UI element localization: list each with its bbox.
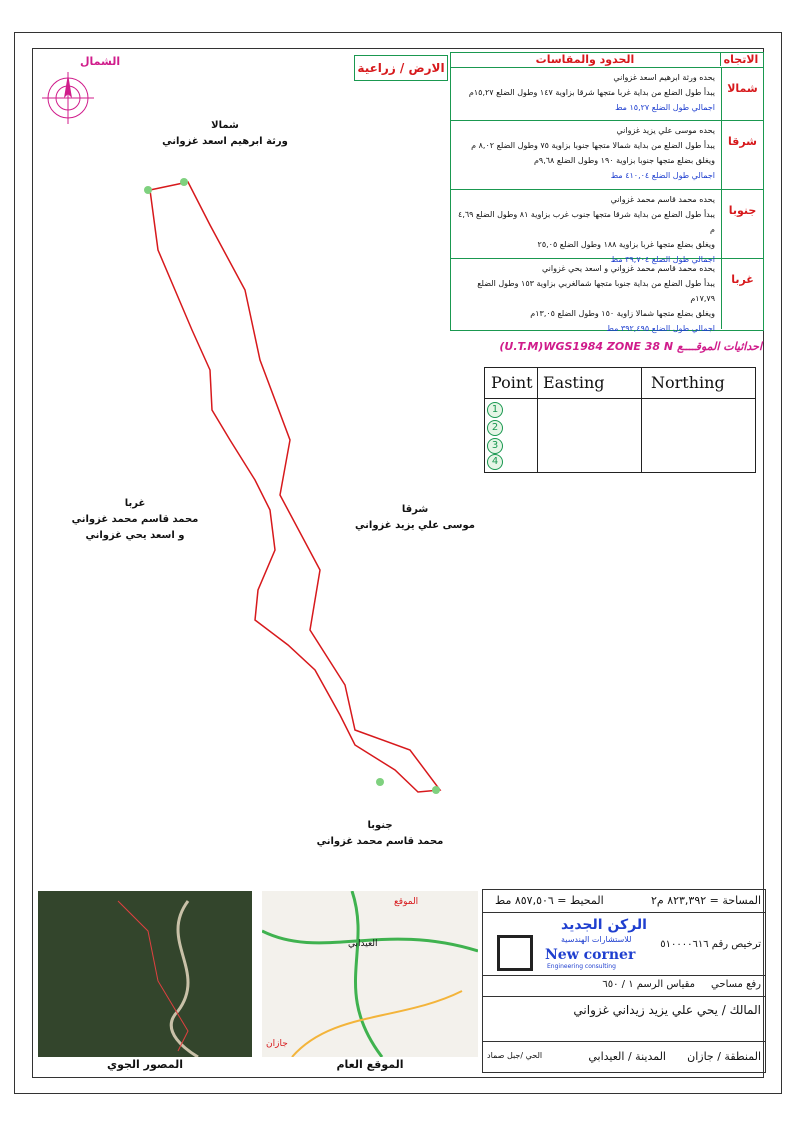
- north-neighbor: شمالا ورثة ابرهيم اسعد غزواني: [162, 120, 288, 147]
- boundary-row-west: غربا يحده محمد قاسم محمد غزواني و اسعد يحي غزواني يبدأ طول الضلع من بداية جنوبا متجها شمالغربي بزاوية ١٥٣ وطول الضلع ١٧,٧٩م ويغلق بضلع متجها شمالا زاوية ١٥٠ وطول الضلع ١٣,٠٥م اجمالي طول الضلع ٣٩٢,٤٩٥ مط: [451, 259, 763, 329]
- point-1: 1: [487, 402, 503, 418]
- district-label: الحي /جبل صماد: [487, 1051, 543, 1060]
- perimeter-value: المحيط = ٨٥٧,٥٠٦ مط: [495, 894, 604, 907]
- east-neighbor: شرقا موسى علي يزيد غزواني: [355, 504, 475, 531]
- coordinate-system: (U.T.M)WGS1984 ZONE 38 N: [499, 340, 674, 353]
- header-point: Point: [491, 373, 533, 392]
- boundaries-table: [450, 52, 764, 331]
- aerial-photo: [38, 891, 252, 1057]
- land-type: الارض / زراعية: [354, 55, 448, 81]
- location-town-label: العيدابي: [348, 939, 378, 949]
- location-caption: الموقع العام: [336, 1058, 404, 1071]
- company-name-ar: الركن الجديد: [561, 917, 647, 933]
- boundary-row-east: شرقا يحده موسى علي يزيد غزواني يبدأ طول الضلع من بداية شمالا متجها جنوبا بزاوية ٧٥ وطول الضلع ٨,٠٢ م ويغلق بضلع متجها جنوبا بزاوية ١٩٠ وطول الضلع ٩,٦٨م اجمالي طول الضلع ٤١٠,٠٤ مط: [451, 121, 763, 190]
- company-name-en-sub: Engineering consulting: [547, 963, 616, 970]
- location-marker-label: الموقع: [394, 897, 419, 907]
- location-map: [262, 891, 478, 1057]
- boundary-row-north: شمالا يحده ورثة ابرهيم اسعد غزواني يبدأ طول الضلع من بداية غربا متجها شرقا بزاوية ١٤٧ وطول الضلع ١٥,٢٧م اجمالي طول الضلع ١٥,٢٧ مط: [451, 68, 763, 121]
- compass-icon: [40, 70, 96, 126]
- direction-header: الاتجاه: [720, 53, 761, 66]
- company-name-en: New corner: [545, 947, 636, 963]
- point-2: 2: [487, 420, 503, 436]
- point-4: 4: [487, 454, 503, 470]
- location-map-graphic: [262, 891, 478, 1057]
- parcel-map: [140, 170, 470, 800]
- region-label: المنطقة / جازان: [687, 1050, 761, 1063]
- boundary-row-south: جنوبا يحده محمد قاسم محمد غزواني يبدأ طول الضلع من بداية شرقا متجها جنوب غرب بزاوية ٨١ وطول الضلع ٤,٦٩ م ويغلق بضلع متجها غربا بزاوية ١٨٨ وطول الضلع ٢٥,٠٥ اجمالي طول الضلع ٣٩,٧٠٤ مط: [451, 190, 763, 259]
- city-label: المدينة / العيدابي: [588, 1050, 666, 1063]
- coordinates-label: احداثيات الموقــــع: [676, 340, 762, 353]
- survey-label: رفع مساحي: [711, 979, 761, 990]
- owner-name: المالك / يحي علي يزيد زيداني غزواني: [573, 1003, 761, 1017]
- aerial-photo-graphic: [38, 891, 252, 1057]
- company-logo: [497, 935, 533, 971]
- license-number: ترخيص رقم ٥١٠٠٠٠٦١٦: [660, 939, 761, 950]
- boundaries-title: الحدود والمقاسات: [535, 53, 635, 66]
- header-northing: Northing: [651, 373, 725, 392]
- location-city-label: جازان: [266, 1039, 288, 1049]
- header-easting: Easting: [543, 373, 605, 392]
- area-value: المساحة = ٨٢٣,٣٩٢ م٢: [650, 894, 761, 907]
- scale-label: مقياس الرسم ١ / ٦٥٠: [602, 979, 695, 990]
- aerial-caption: المصور الجوي: [107, 1058, 183, 1071]
- south-neighbor: جنوبا محمد قاسم محمد غزواني: [316, 820, 444, 847]
- coordinates-table: [484, 367, 756, 473]
- north-label: الشمال: [80, 55, 121, 68]
- company-name-ar-sub: للاستشارات الهندسية: [561, 935, 632, 944]
- coordinates-title: [486, 340, 762, 353]
- info-block: [482, 889, 766, 1073]
- point-3: 3: [487, 438, 503, 454]
- west-neighbor: غربا محمد قاسم محمد غزواني و اسعد يحي غزواني: [71, 498, 199, 541]
